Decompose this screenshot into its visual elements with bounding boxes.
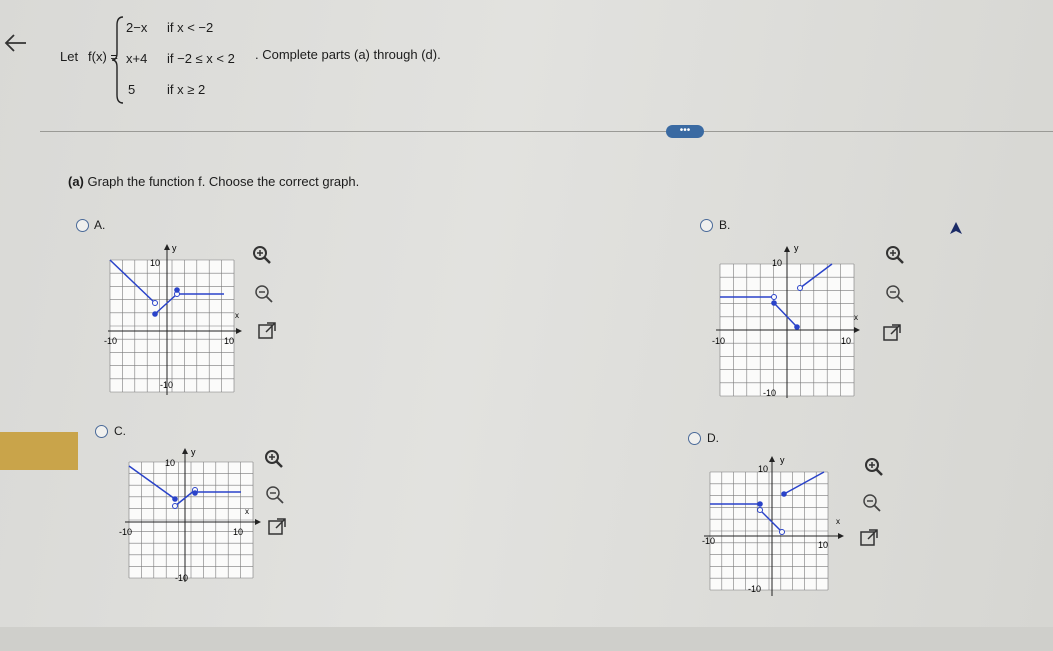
zoom-out-icon[interactable] — [861, 492, 883, 514]
x-neg-label: -10 — [712, 336, 726, 346]
zoom-out-icon[interactable] — [264, 484, 286, 506]
y-neg-label: -10 — [748, 584, 762, 594]
statement-fx: f(x) = — [88, 49, 118, 64]
x-neg-label: -10 — [104, 336, 118, 346]
popout-icon[interactable] — [256, 320, 278, 342]
popout-icon[interactable] — [881, 322, 903, 344]
case-3-expr: 5 — [128, 82, 136, 97]
piecewise-brace — [111, 15, 125, 105]
y-neg-label: -10 — [160, 380, 174, 390]
x-axis-label: x — [854, 313, 858, 322]
popout-icon[interactable] — [858, 527, 880, 549]
zoom-out-icon[interactable] — [884, 283, 906, 305]
x-pos-label: 10 — [224, 336, 235, 346]
popout-icon[interactable] — [266, 516, 288, 538]
x-axis-label: x — [836, 517, 840, 526]
zoom-in-icon[interactable] — [251, 244, 273, 266]
closed-point — [192, 490, 198, 496]
closed-point — [152, 311, 158, 317]
part-a-letter: (a) — [68, 174, 84, 189]
x-axis-label: x — [245, 507, 249, 516]
closed-point — [757, 501, 763, 507]
zoom-in-icon[interactable] — [884, 244, 906, 266]
case-3-cond: if x ≥ 2 — [167, 82, 206, 97]
statement-tail: . Complete parts (a) through (d). — [255, 47, 441, 62]
case-1-cond: if x < −2 — [167, 20, 214, 35]
option-d-label[interactable]: D. — [707, 431, 719, 445]
open-point — [780, 530, 785, 535]
option-c-radio[interactable] — [95, 425, 108, 438]
divider — [40, 131, 1053, 132]
y-axis-label: y — [794, 243, 799, 253]
zoom-out-icon[interactable] — [253, 283, 275, 305]
option-c-graph — [117, 444, 267, 584]
x-pos-label: 10 — [841, 336, 852, 346]
open-point — [153, 301, 158, 306]
option-a-label[interactable]: A. — [94, 218, 106, 232]
option-b-radio[interactable] — [700, 219, 713, 232]
y-neg-label: -10 — [175, 573, 189, 583]
part-a-text: Graph the function f. Choose the correct graph. — [87, 174, 360, 189]
option-a-radio[interactable] — [76, 219, 89, 232]
x-pos-label: 10 — [818, 540, 829, 550]
case-1-expr: 2−x — [126, 20, 148, 35]
open-point — [173, 504, 178, 509]
x-axis-label: x — [235, 311, 239, 320]
y-axis-label: y — [172, 243, 177, 253]
closed-point — [174, 287, 180, 293]
option-d-graph — [700, 450, 850, 600]
zoom-in-icon[interactable] — [863, 456, 885, 478]
option-c-label[interactable]: C. — [114, 424, 126, 438]
more-button[interactable]: ••• — [666, 125, 704, 138]
closed-point — [781, 491, 787, 497]
part-a-prompt — [68, 174, 359, 189]
zoom-in-icon[interactable] — [263, 448, 285, 470]
closed-point — [771, 300, 777, 306]
open-point — [772, 295, 777, 300]
y-neg-label: -10 — [763, 388, 777, 398]
y-axis-label: y — [780, 455, 785, 465]
x-pos-label: 10 — [233, 527, 244, 537]
closed-point — [794, 324, 800, 330]
y-tick-label: 10 — [772, 258, 783, 268]
y-tick-label: 10 — [165, 458, 176, 468]
closed-point — [172, 496, 178, 502]
bottom-band — [0, 627, 1053, 651]
open-point — [798, 286, 803, 291]
back-arrow-icon[interactable] — [2, 30, 28, 56]
case-2-cond: if −2 ≤ x < 2 — [167, 51, 235, 66]
option-d-radio[interactable] — [688, 432, 701, 445]
side-highlight — [0, 432, 78, 470]
cursor-icon — [950, 222, 962, 236]
y-axis-label: y — [191, 447, 196, 457]
option-a-graph — [100, 238, 250, 400]
open-point — [758, 508, 763, 513]
case-2-expr: x+4 — [126, 51, 148, 66]
option-b-label[interactable]: B. — [719, 218, 731, 232]
option-b-graph — [708, 238, 868, 400]
x-neg-label: -10 — [119, 527, 133, 537]
y-tick-label: 10 — [758, 464, 769, 474]
y-tick-label: 10 — [150, 258, 161, 268]
x-neg-label: -10 — [702, 536, 716, 546]
statement-let: Let — [60, 49, 79, 64]
